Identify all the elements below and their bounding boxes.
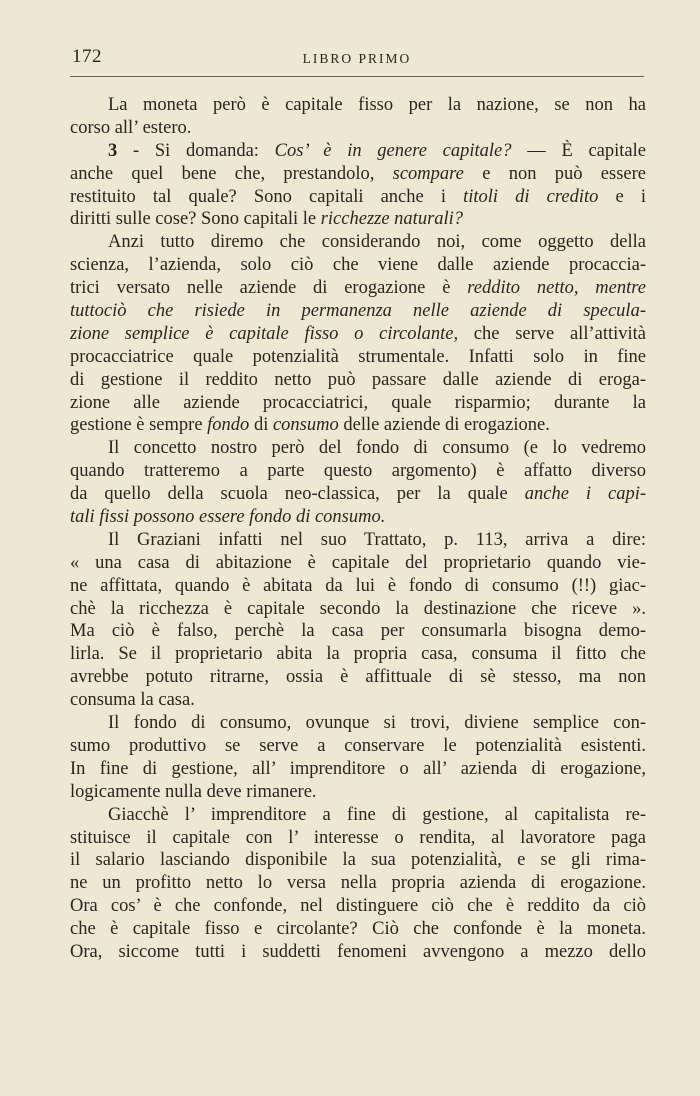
text-line [70,849,646,872]
text-line [70,552,646,575]
italic-text: tuttociò che risiede in permanenza nelle aziende di specula- [70,301,646,322]
text-segment: stituisce il capitale con l’ interesse o rendita, al lavoratore paga [70,827,646,848]
running-header [70,44,644,77]
text-line [70,163,646,186]
running-title: LIBRO PRIMO [302,51,412,66]
text-segment: chè la ricchezza è capitale secondo la destinazione che riceve ». [70,598,646,619]
text-line [70,575,646,598]
text-segment: e i [598,186,646,207]
text-line [70,483,646,506]
text-line [70,506,646,529]
text-segment: - Si domanda: [117,140,275,161]
body-text [70,94,646,964]
text-line [70,392,646,415]
italic-text: scompare [392,163,464,184]
text-line [70,414,646,437]
text-line [70,941,646,964]
text-segment: avrebbe potuto ritrarne, ossia è affittuale di sè stesso, ma non [70,667,646,688]
text-line [70,437,646,460]
text-segment: — È capitale [511,140,646,161]
text-segment: delle aziende di erogazione. [338,415,550,436]
text-line [70,758,646,781]
italic-text: ricchezze naturali? [320,209,464,230]
text-segment: logicamente nulla deve rimanere. [70,781,317,802]
text-line [70,689,646,712]
text-segment: quando tratteremo a parte questo argomento) è affatto diverso [70,461,646,482]
text-line [70,598,646,621]
text-segment: Anzi tutto diremo che considerando noi, come oggetto della [108,232,646,253]
text-line [70,529,646,552]
text-segment: anche quel bene che, prestandolo, [70,163,393,184]
text-segment: Giacchè l’ imprenditore a fine di gestione, al capitalista re- [108,804,646,825]
text-segment: che serve all’attività [458,323,646,344]
text-line [70,781,646,804]
text-segment: zione alle aziende procacciatrici, quale risparmio; durante la [70,392,646,413]
text-segment: La moneta però è capitale fisso per la nazione, se non ha [108,95,646,115]
text-line [70,277,646,300]
text-segment: diritti sulle cose? Sono capitali le [70,209,321,230]
text-segment: In fine di gestione, all’ imprenditore o all’ azienda di erogazione, [70,758,646,779]
text-line [70,735,646,758]
text-segment: lirla. Se il proprietario abita la propria casa, consuma il fitto che [70,644,646,665]
text-line [70,666,646,689]
text-line [70,186,646,209]
text-line [70,140,646,163]
text-line [70,620,646,643]
text-segment: procacciatrice quale potenzialità strumentale. Infatti solo in fine [70,346,646,367]
text-segment: sumo produttivo se serve a conservare le potenzialità esistenti. [70,735,646,756]
text-line [70,804,646,827]
text-line [70,643,646,666]
text-segment: il salario lasciando disponibile la sua potenzialità, e se gli rima- [70,850,646,871]
text-line [70,895,646,918]
text-segment: e non può essere [463,163,646,184]
text-segment: Il concetto nostro però del fondo di consumo (e lo vedremo [108,438,646,459]
text-segment: Il Graziani infatti nel suo Trattato, p. 113, arriva a dire: [108,529,646,550]
italic-text: reddito netto, mentre [467,278,646,299]
text-line [70,872,646,895]
italic-text: fondo [207,415,250,436]
text-line [70,208,646,231]
text-line [70,117,646,140]
text-line [70,460,646,483]
text-line [70,323,646,346]
text-segment: consuma la casa. [70,690,195,711]
text-line [70,231,646,254]
text-segment: Ora, siccome tutti i suddetti fenomeni avvengono a mezzo dello [70,941,646,962]
text-segment: Ora cos’ è che confonde, nel distinguere ciò che è reddito da ciò [70,896,646,917]
text-line [70,94,646,117]
italic-text: titoli di credito [463,186,599,207]
text-segment: restituito tal quale? Sono capitali anche i [70,186,464,207]
section-number: 3 [108,140,118,161]
text-line [70,300,646,323]
text-segment: trici versato nelle aziende di erogazione è [70,278,468,299]
italic-text: Cos’ è in genere capitale? [274,140,512,161]
text-segment: che è capitale fisso e circolante? Ciò che confonde è la moneta. [70,919,646,940]
text-segment: da quello della scuola neo-classica, per la quale [70,484,525,505]
text-segment: di gestione il reddito netto può passare dalle aziende di eroga- [70,369,646,390]
text-segment: « una casa di abitazione è capitale del proprietario quando vie- [70,552,646,573]
text-segment: di [249,415,273,436]
text-segment: corso all’ estero. [70,117,192,138]
text-segment: ne un profitto netto lo versa nella propria azienda di erogazione. [70,873,646,894]
text-line [70,346,646,369]
page-number: 172 [72,46,102,67]
text-segment: gestione è sempre [70,415,208,436]
text-segment: Ma ciò è falso, perchè la casa per consumarla bisogna demo- [70,621,646,642]
italic-text: tali fissi possono essere fondo di consumo. [70,507,386,528]
italic-text: consumo [272,415,339,436]
text-line [70,254,646,277]
text-line [70,712,646,735]
text-segment: ne affittata, quando è abitata da lui è fondo di consumo (!!) giac- [70,575,646,596]
text-segment: scienza, l’azienda, solo ciò che viene dalle aziende procaccia- [70,255,646,276]
text-line [70,827,646,850]
text-segment: Il fondo di consumo, ovunque si trovi, diviene semplice con- [108,713,646,734]
text-line [70,369,646,392]
italic-text: anche i capi- [524,484,646,505]
text-line [70,918,646,941]
italic-text: zione semplice è capitale fisso o circolante, [70,323,459,344]
